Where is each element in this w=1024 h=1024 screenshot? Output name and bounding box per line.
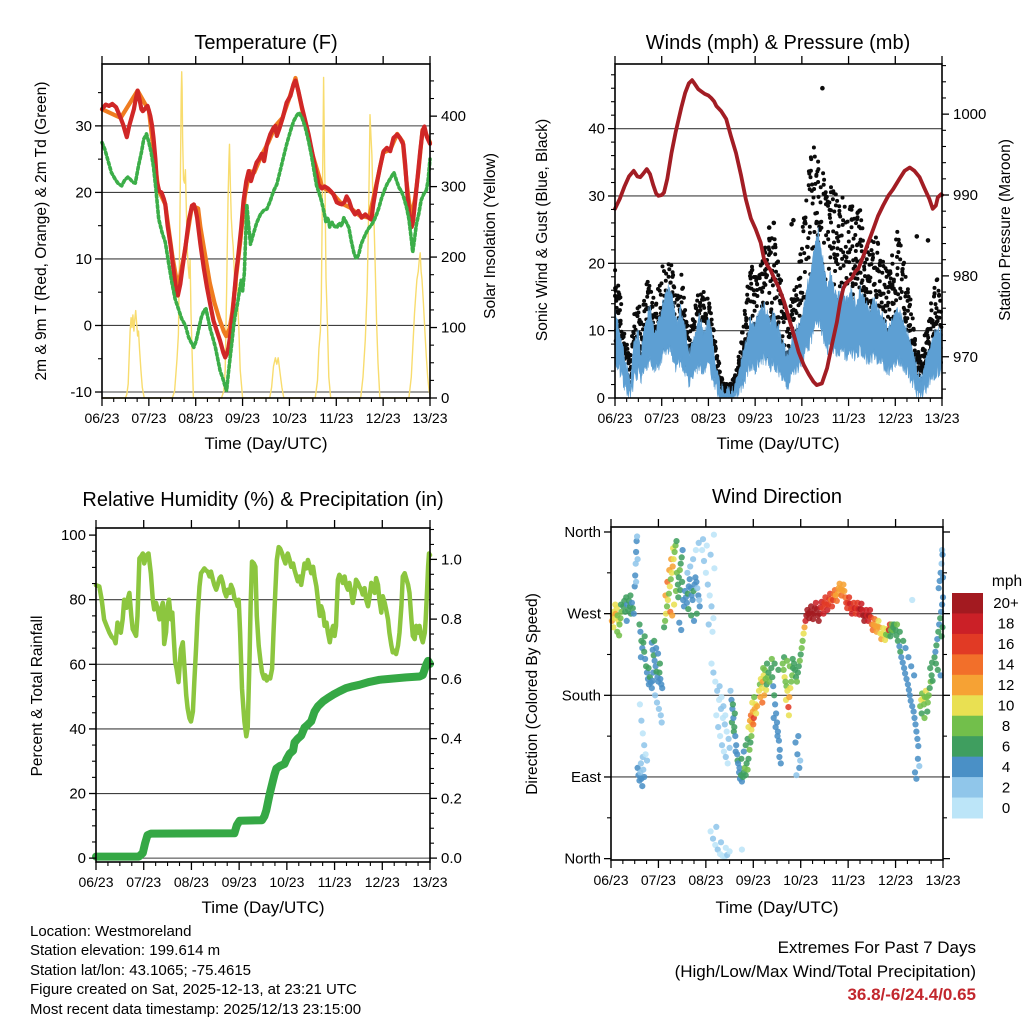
svg-text:07/23: 07/23 [644, 410, 680, 426]
svg-text:08/23: 08/23 [688, 872, 724, 888]
svg-text:10/23: 10/23 [271, 410, 307, 426]
svg-text:0: 0 [83, 317, 92, 335]
svg-text:40: 40 [69, 720, 86, 738]
svg-text:20: 20 [588, 255, 605, 273]
humidity-precip-panel-title: Relative Humidity (%) & Precipitation (in) [82, 489, 444, 511]
solar-right-axis-label: Solar Insolation (Yellow) [482, 153, 499, 319]
svg-text:200: 200 [441, 249, 467, 267]
winds-pressure-panel-title: Winds (mph) & Pressure (mb) [645, 32, 911, 54]
svg-text:10: 10 [588, 322, 605, 340]
svg-text:06/23: 06/23 [84, 410, 120, 426]
svg-text:0.2: 0.2 [441, 790, 462, 808]
svg-text:09/23: 09/23 [737, 410, 773, 426]
extremes-title: Extremes For Past 7 Days [777, 938, 976, 957]
svg-text:10: 10 [75, 250, 92, 268]
extremes-subtitle: (High/Low/Max Wind/Total Precipitation) [674, 961, 976, 981]
svg-text:60: 60 [69, 656, 86, 674]
svg-text:6: 6 [1001, 738, 1011, 756]
svg-text:12/23: 12/23 [365, 410, 401, 426]
svg-text:2: 2 [1001, 779, 1011, 797]
svg-text:South: South [561, 687, 601, 705]
svg-text:18: 18 [997, 615, 1015, 633]
wind-gust-left-axis-label: Sonic Wind & Gust (Blue, Black) [534, 118, 551, 342]
svg-text:13/23: 13/23 [412, 410, 448, 426]
station-latlon: Station lat/lon: 43.1065; -75.4615 [30, 961, 252, 979]
station-elevation: Station elevation: 199.614 m [30, 942, 221, 960]
svg-text:20: 20 [69, 785, 86, 803]
svg-text:30: 30 [75, 117, 92, 135]
svg-text:09/23: 09/23 [225, 410, 261, 426]
svg-text:09/23: 09/23 [221, 874, 257, 890]
svg-text:08/23: 08/23 [690, 410, 726, 426]
svg-text:11/23: 11/23 [317, 874, 352, 890]
svg-text:-10: -10 [70, 384, 92, 402]
svg-text:8: 8 [1001, 717, 1011, 735]
svg-text:08/23: 08/23 [178, 410, 214, 426]
svg-text:400: 400 [441, 108, 467, 126]
station-location: Location: Westmoreland [30, 923, 192, 940]
svg-text:11/23: 11/23 [831, 872, 866, 888]
svg-text:10: 10 [997, 697, 1015, 715]
wind-direction-xaxis-label: Time (Day/UTC) [715, 898, 839, 917]
figure-created-timestamp: Figure created on Sat, 2025-12-13, at 23:21 UTC [30, 981, 357, 999]
svg-text:0: 0 [1001, 799, 1011, 817]
svg-text:11/23: 11/23 [319, 410, 354, 426]
svg-text:12: 12 [997, 677, 1015, 695]
svg-text:12/23: 12/23 [364, 874, 400, 890]
svg-text:100: 100 [60, 527, 86, 545]
svg-text:13/23: 13/23 [412, 874, 448, 890]
svg-text:1000: 1000 [953, 106, 987, 124]
extremes-block [675, 936, 976, 1007]
pressure-right-axis-label: Station Pressure (Maroon) [997, 139, 1014, 321]
svg-text:40: 40 [588, 120, 605, 138]
humidity-xaxis-label: Time (Day/UTC) [201, 898, 325, 917]
svg-text:North: North [564, 850, 601, 868]
extremes-values: 36.8/-6/24.4/0.65 [847, 985, 976, 1005]
svg-text:30: 30 [588, 187, 605, 205]
svg-text:0.8: 0.8 [441, 611, 462, 629]
wind-direction-panel-title: Wind Direction [711, 486, 843, 508]
svg-text:990: 990 [953, 187, 979, 205]
svg-text:0: 0 [77, 850, 86, 868]
svg-text:07/23: 07/23 [640, 872, 676, 888]
svg-text:10/23: 10/23 [783, 872, 819, 888]
svg-text:06/23: 06/23 [78, 874, 114, 890]
svg-text:0.4: 0.4 [441, 730, 462, 748]
direction-left-axis-label: Direction (Colored By Speed) [524, 593, 541, 795]
svg-text:10/23: 10/23 [269, 874, 305, 890]
svg-text:13/23: 13/23 [925, 872, 961, 888]
svg-text:06/23: 06/23 [593, 872, 629, 888]
percent-rainfall-left-axis-label: Percent & Total Rainfall [29, 615, 46, 777]
svg-text:14: 14 [997, 656, 1015, 674]
temperature-panel-title: Temperature (F) [194, 32, 338, 54]
svg-text:06/23: 06/23 [597, 410, 633, 426]
svg-text:0.0: 0.0 [441, 850, 462, 868]
svg-text:16: 16 [997, 636, 1015, 654]
svg-text:300: 300 [441, 178, 467, 196]
svg-text:20: 20 [75, 184, 92, 202]
svg-text:07/23: 07/23 [131, 410, 167, 426]
svg-text:12/23: 12/23 [877, 410, 913, 426]
svg-text:20+: 20+ [993, 595, 1019, 613]
svg-text:0: 0 [441, 390, 450, 407]
svg-text:10/23: 10/23 [784, 410, 820, 426]
svg-text:East: East [570, 768, 601, 786]
svg-text:4: 4 [1001, 758, 1011, 776]
winds-xaxis-label: Time (Day/UTC) [716, 434, 840, 453]
svg-text:13/23: 13/23 [924, 410, 960, 426]
svg-text:1.0: 1.0 [441, 551, 462, 569]
temperature-left-axis-label: 2m & 9m T (Red, Orange) & 2m Td (Green) [33, 81, 50, 381]
svg-text:980: 980 [953, 267, 979, 285]
svg-text:09/23: 09/23 [735, 872, 771, 888]
station-info-block [30, 922, 361, 1019]
svg-text:0.6: 0.6 [441, 670, 462, 688]
svg-text:0: 0 [596, 390, 605, 407]
svg-text:North: North [564, 523, 601, 541]
svg-text:12/23: 12/23 [878, 872, 914, 888]
most-recent-data-timestamp: Most recent data timestamp: 2025/12/13 23:15:00 [30, 1000, 362, 1018]
svg-text:970: 970 [953, 348, 979, 366]
svg-text:100: 100 [441, 319, 467, 337]
svg-text:80: 80 [69, 591, 86, 609]
svg-text:West: West [567, 605, 601, 623]
svg-text:11/23: 11/23 [831, 410, 866, 426]
colorbar-units-label: mph [991, 573, 1023, 590]
svg-text:07/23: 07/23 [126, 874, 162, 890]
svg-text:08/23: 08/23 [173, 874, 209, 890]
temperature-xaxis-label: Time (Day/UTC) [204, 434, 328, 453]
